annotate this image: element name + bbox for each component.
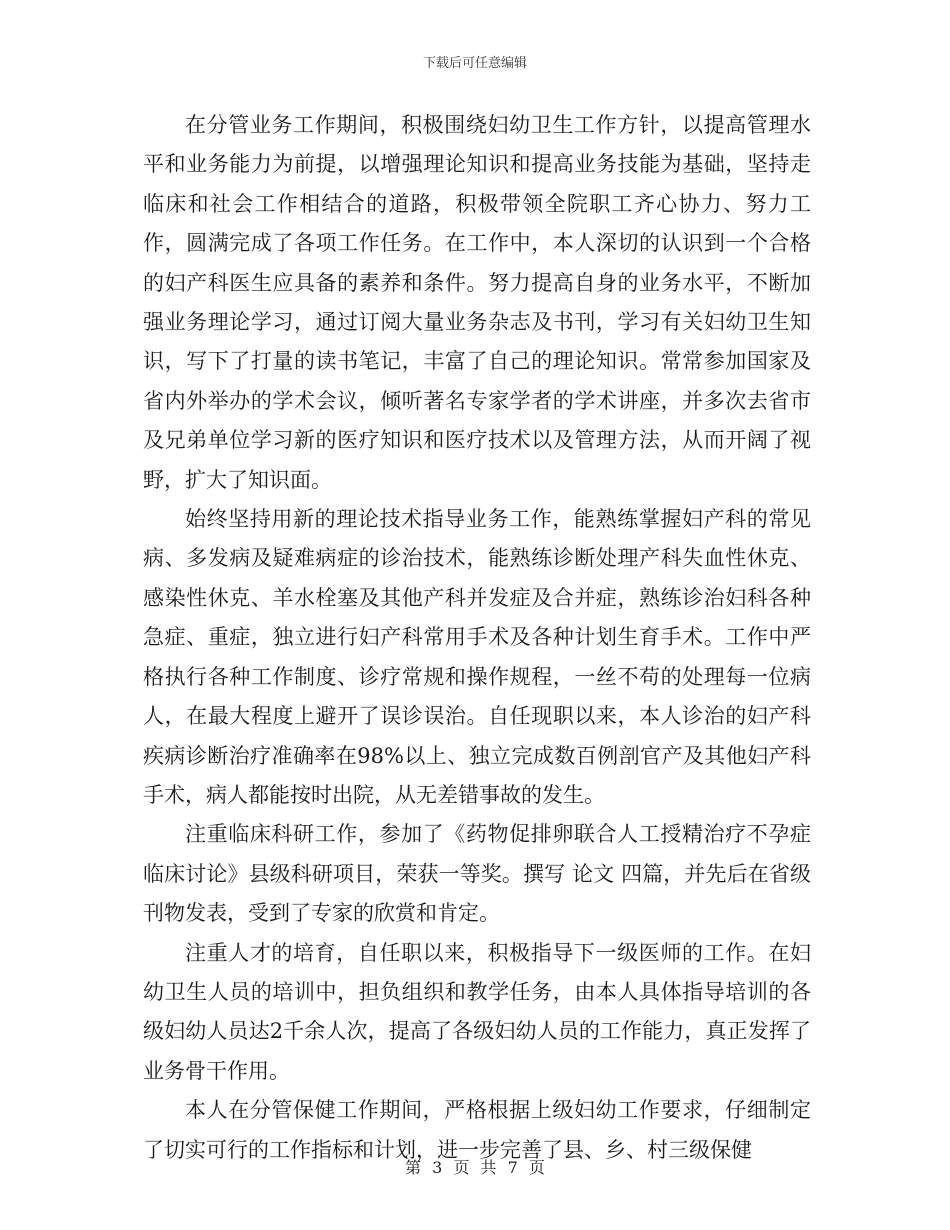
paragraph-3: 注重临床科研工作，参加了《药物促排卵联合人工授精治疗不孕症临床讨论》县级科研项目，荣获一等奖。撰写 论文 四篇，并先后在省级刊物发表，受到了专家的欣赏和肯定。 <box>143 822 811 926</box>
page-footer: 第 3 页 共 7 页 <box>405 1158 545 1177</box>
paragraph-2: 始终坚持用新的理论技术指导业务工作，能熟练掌握妇产科的常见病、多发病及疑难病症的诊治技术，能熟练诊断处理产科失血性休克、感染性休克、羊水栓塞及其他产科并发症及合并症，熟练诊治妇科各种急症、重症，独立进行妇产科常用手术及各种计划生育手术。工作中严格执行各种工作制度、诊疗常规和操作规程，一丝不苟的处理每一位病人，在最大程度上避开了误诊误治。自任现职以来，本人诊治的妇产科疾病诊断治疗准确率在98%以上、独立完成数百例剖官产及其他妇产科手术，病人都能按时出院，从无差错事故的发生。 <box>143 507 811 807</box>
paragraph-5: 本人在分管保健工作期间，严格根据上级妇幼工作要求，仔细制定了切实可行的工作指标和计划，进一步完善了县、乡、村三级保健 <box>143 1098 811 1162</box>
paragraph-4: 注重人才的培育，自任职以来，积极指导下一级医师的工作。在妇幼卫生人员的培训中，担负组织和教学任务，由本人具体指导培训的各级妇幼人员达2千余人次，提高了各级妇幼人员的工作能力，真正发挥了业务骨干作用。 <box>143 940 811 1083</box>
paragraph-1: 在分管业务工作期间，积极围绕妇幼卫生工作方针，以提高管理水平和业务能力为前提，以增强理论知识和提高业务技能为基础，坚持走临床和社会工作相结合的道路，积极带领全院职工齐心协力、努力工作，圆满完成了各项工作任务。在工作中，本人深切的认识到一个合格的妇产科医生应具备的素养和条件。努力提高自身的业务水平，不断加强业务理论学习，通过订阅大量业务杂志及书刊，学习有关妇幼卫生知识，写下了打量的读书笔记，丰富了自己的理论知识。常常参加国家及省内外举办的学术会议，倾听著名专家学者的学术讲座，并多次去省市及兄弟单位学习新的医疗知识和医疗技术以及管理方法，从而开阔了视野，扩大了知识面。 <box>143 113 811 492</box>
document-body <box>143 106 811 1170</box>
page-header: 下载后可任意编辑 <box>422 56 527 71</box>
